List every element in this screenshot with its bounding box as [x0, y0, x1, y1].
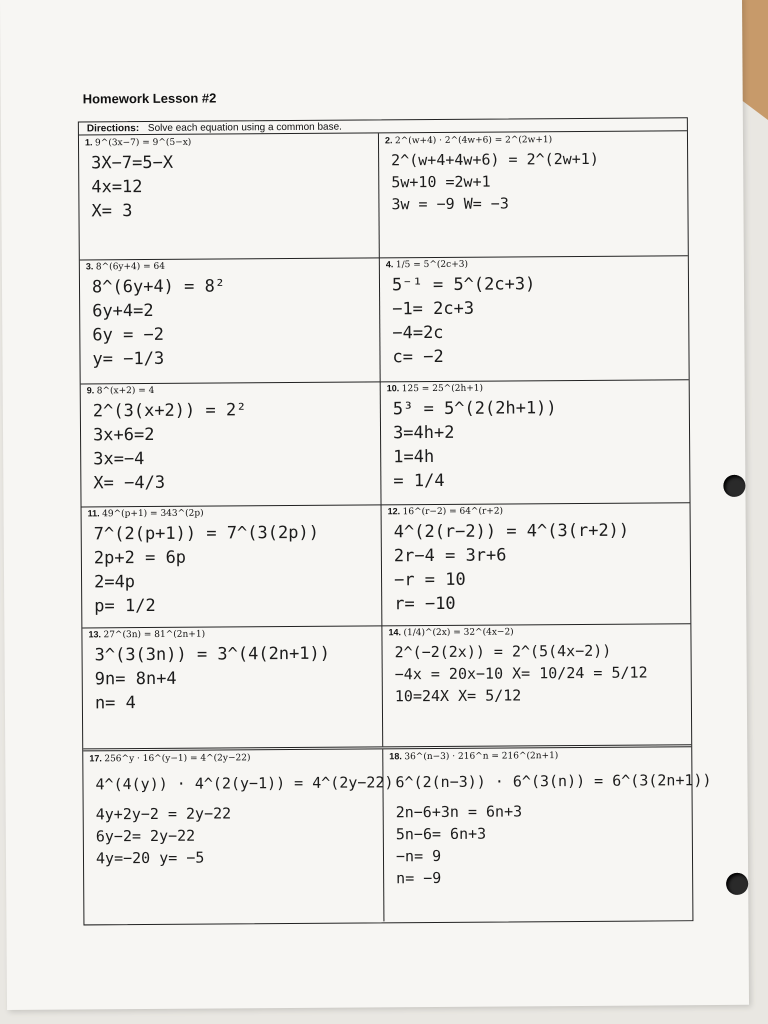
work-line: 6y+4=2	[92, 300, 154, 322]
problem-number: 3.	[85, 261, 94, 272]
problem-cell	[379, 131, 686, 257]
problem-number: 1.	[84, 137, 93, 148]
work-line: 7^(2(p+1)) = 7^(3(2p))	[93, 522, 319, 545]
problem-number: 9.	[86, 385, 95, 396]
work-line: 3X−7=5−X	[91, 152, 174, 174]
work-line: −4=2c	[392, 322, 444, 344]
work-line: 3^(3(3n)) = 3^(4(2n+1))	[94, 643, 331, 666]
work-line: 4x=12	[91, 177, 143, 198]
directions-text: Solve each equation using a common base.	[147, 121, 342, 134]
directions-label: Directions:	[86, 123, 140, 135]
problem-cell	[381, 379, 688, 504]
problem-cell	[81, 381, 382, 506]
problem-equation: 8^(x+2) = 4	[96, 385, 155, 397]
worksheet-table	[78, 117, 712, 925]
binder-hole	[726, 873, 748, 895]
handwritten-work	[391, 148, 599, 215]
problem-equation: 2^(w+4) · 2^(4w+6) = 2^(2w+1)	[394, 135, 553, 147]
problem-cell	[83, 749, 394, 923]
handwritten-work	[95, 771, 394, 869]
work-line: 4y=−20 y= −5	[95, 848, 205, 868]
problem-row	[80, 255, 689, 384]
work-line: X= 3	[91, 201, 133, 222]
problem-cell	[79, 133, 380, 259]
problem-cell	[82, 504, 383, 627]
problem-equation: 36^(n−3) · 216^n = 216^(2n+1)	[404, 751, 559, 763]
problem-equation: 49^(p+1) = 343^(2p)	[102, 508, 204, 520]
problem-equation: (1/4)^(2x) = 32^(4x−2)	[403, 627, 514, 639]
work-line: 2n−6+3n = 6n+3	[395, 802, 523, 822]
problem-cell	[380, 255, 687, 381]
work-line: n= −9	[396, 868, 442, 888]
problem-number: 13.	[88, 629, 101, 640]
problem-number: 18.	[389, 751, 402, 762]
work-line: 3=4h+2	[392, 422, 455, 444]
handwritten-work	[393, 396, 557, 493]
handwritten-work	[93, 398, 247, 495]
work-line: 2r−4 = 3r+6	[393, 545, 507, 567]
problem-number: 2.	[384, 135, 393, 146]
work-line: 1=4h	[393, 446, 435, 468]
problem-equation: 256^y · 16^(y−1) = 4^(2y−22)	[104, 753, 251, 765]
handwritten-work	[394, 519, 630, 617]
problem-number: 17.	[89, 753, 102, 764]
problem-number: 14.	[388, 627, 401, 638]
handwritten-work	[394, 639, 647, 707]
work-line: n= 4	[94, 693, 136, 714]
problem-number: 4.	[385, 259, 394, 270]
handwritten-work	[94, 521, 320, 619]
work-line: 2=4p	[93, 572, 136, 593]
problem-number: 11.	[87, 508, 100, 519]
work-line: y= −1/3	[92, 348, 165, 370]
problem-row	[83, 746, 712, 923]
work-line: −4x = 20x−10 X= 10/24 = 5/12	[394, 663, 648, 684]
problem-cell	[382, 623, 689, 746]
work-line: 6^(2(n−3)) · 6^(3(n)) = 6^(3(2n+1))	[395, 771, 712, 792]
binder-hole	[723, 475, 745, 497]
work-line: 6y = −2	[92, 324, 165, 346]
problem-row	[81, 379, 690, 507]
work-line: 2^(−2(2x)) = 2^(5(4x−2))	[394, 641, 612, 662]
problem-cell	[383, 747, 712, 921]
problem-equation: 8^(6y+4) = 64	[95, 261, 166, 273]
problem-equation: 1/5 = 5^(2c+3)	[395, 259, 469, 271]
work-line: −n= 9	[395, 846, 442, 866]
work-line: p= 1/2	[94, 595, 156, 617]
problem-number: 10.	[386, 383, 400, 394]
work-line: 4^(2(r−2)) = 4^(3(r+2))	[393, 520, 630, 543]
work-line: X= −4/3	[93, 472, 166, 494]
work-line: 4y+2y−2 = 2y−22	[95, 804, 232, 824]
work-line: c= −2	[392, 346, 444, 368]
problem-row	[82, 502, 691, 628]
work-line: 5n−6= 6n+3	[395, 824, 487, 844]
work-line: 10=24X X= 5/12	[394, 686, 522, 706]
work-line: 8^(6y+4) = 8²	[91, 276, 226, 298]
work-line: 4^(4(y)) · 4^(2(y−1)) = 4^(2y−22)	[95, 773, 394, 794]
work-line: 6y−2= 2y−22	[95, 826, 196, 846]
problem-row	[79, 131, 688, 260]
handwritten-work	[392, 272, 536, 369]
handwritten-work	[91, 151, 173, 224]
handwritten-work	[395, 769, 712, 889]
work-line: 5⁻¹ = 5^(2c+3)	[391, 274, 536, 296]
work-line: 5³ = 5^(2(2h+1))	[392, 398, 557, 420]
problem-row	[82, 623, 691, 749]
problem-equation: 16^(r−2) = 64^(r+2)	[402, 506, 504, 518]
work-line: 2p+2 = 6p	[93, 547, 187, 569]
problem-cell	[382, 502, 689, 625]
work-line: 9n= 8n+4	[94, 668, 177, 690]
problem-equation: 27^(3n) = 81^(2n+1)	[103, 629, 206, 641]
handwritten-work	[92, 274, 226, 371]
work-line: 2^(3(x+2)) = 2²	[92, 400, 247, 422]
problem-cell	[82, 625, 383, 748]
work-line: 3w = −9 W= −3	[391, 194, 509, 214]
work-line: r= −10	[394, 593, 456, 615]
handwritten-work	[94, 642, 330, 716]
page-title: Homework Lesson #2	[82, 90, 217, 107]
work-line: 5w+10 =2w+1	[391, 172, 491, 192]
problem-cell	[80, 257, 381, 383]
work-line: 3x+6=2	[92, 424, 155, 446]
work-line: 2^(w+4+4w+6) = 2^(2w+1)	[391, 149, 599, 170]
work-line: 3x=−4	[93, 449, 145, 470]
problem-equation: 125 = 25^(2h+1)	[401, 383, 484, 395]
work-line: = 1/4	[393, 470, 445, 492]
problem-number: 12.	[387, 506, 401, 517]
work-line: −1= 2c+3	[392, 298, 475, 320]
problem-equation: 9^(3x−7) = 9^(5−x)	[94, 137, 192, 149]
work-line: −r = 10	[393, 569, 466, 591]
